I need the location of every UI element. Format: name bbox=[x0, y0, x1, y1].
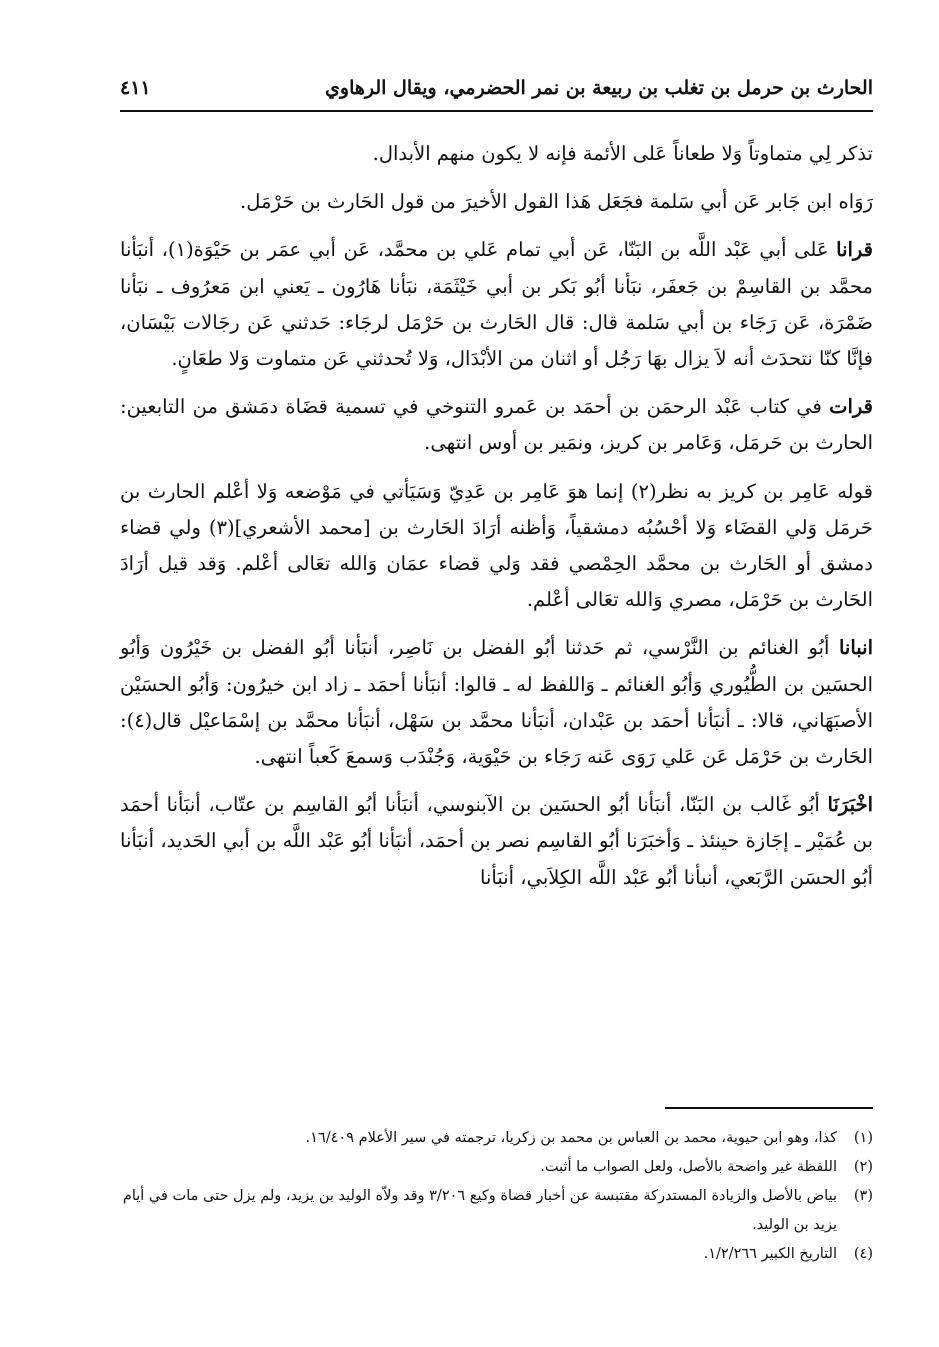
footnote-number: (٢) bbox=[853, 1159, 873, 1175]
footnote-number: (٤) bbox=[853, 1246, 873, 1262]
header-title: الحارث بن حرمل بن تغلب بن ربيعة بن نمر الحضرمي، ويقال الرهاوي bbox=[325, 77, 873, 99]
footnote bbox=[120, 1240, 873, 1269]
paragraph-text: أبُو الغنائم بن النَّرْسي، ثم حَدثنا أبُو الفضل بن نَاصِر، أنبَأنا أبُو الفضل بن خَيْرُون وَأبُو الحسَين بن الطُّيُوري وَأبُو الغنائم ـ وَاللفظ له ـ قالوا: أنبَأنا أحمَد ـ زاد ابن خيرُون: وَأبُو الحسَيْن الأصبَهَاني، قالا: ـ أنبَأنا أحمَد بن عَبْدان، أنبَأنا محمَّد بن سَهْل، أنبَأنا محمَّد بن إسْمَاعيْل قال(٤): الحَارث بن حَرْمَل عَن عَلي رَوَى عَنه رَجَاء بن حَيْوَية، وَجُنْدَب وَسمعَ كَعباً انتهى. bbox=[120, 636, 873, 769]
paragraph bbox=[120, 787, 873, 896]
paragraph-text: قوله عَامِر بن كريز به نظر(٢) إنما هوَ عَامِر بن عَدِيّ وَسَيَأتي في مَوْضعه وَلا أعْلم الحارث بن حَرمَل وَلي القضَاء وَلا أحْسُبُه دمشقياً، وَأظنه أرَادَ الحَارث بن [محمد الأشعري](٣) ولي قضاء دمشق أو الحَارث بن محمَّد الحِمْصي فقد وَلي قضاء عمَان وَالله تعَالى أعْلم. وَقد قيل أرَادَ الحَارث بن حَرْمَل، مصري وَالله تعَالى أعْلم. bbox=[120, 479, 873, 612]
page-number: ٤١١ bbox=[120, 77, 151, 99]
paragraph bbox=[120, 232, 873, 377]
paragraph-lead-word: قرانا bbox=[836, 238, 874, 262]
footnote-text: بياض بالأصل والزيادة المستدركة مقتبسة عن أخبار قضاة وكيع ٣/٢٠٦ وقد ولاّه الوليد بن يزيد، ولم يزل حتى مات في أيام يزيد بن الوليد. bbox=[122, 1188, 837, 1233]
paragraph-lead-word: انبانا bbox=[838, 636, 873, 660]
paragraph-lead-word: اخْبَرَنَا bbox=[827, 793, 874, 817]
footnote-text: كذا، وهو ابن حيوية، محمد بن العباس بن محمد بن زكريا، ترجمته في سير الأعلام ١٦/٤٠٩. bbox=[305, 1130, 837, 1146]
paragraph bbox=[120, 184, 873, 220]
footnote-number: (٣) bbox=[853, 1188, 873, 1204]
paragraph bbox=[120, 630, 873, 775]
main-text bbox=[120, 136, 873, 908]
paragraph-lead-word: قرات bbox=[829, 395, 873, 419]
footnote-rule bbox=[665, 1107, 873, 1109]
paragraph bbox=[120, 474, 873, 619]
footnote bbox=[120, 1124, 873, 1153]
paragraph-text: رَوَاه ابن جَابر عَن أبي سَلمة فجَعَل هَذا القول الأخيرَ من قول الحَارث بن حَرْمَل. bbox=[240, 190, 873, 214]
paragraph-text: عَلى أبي عَبْد اللَّه بن البَنّا، عَن أبي تمام عَلي بن محمَّد، عَن أبي عمَر بن حَيْوَة(١)، أنبَأنا محمَّد بن القاسِمْ بن جَعفَر، نبَأنا أبُو بَكر بن أبي خَيْثَمَة، نبَأنا هَارُون ـ يَعني ابن مَعرُوف ـ نبَأنا ضَمْرَة، عَن رَجَاء بن أبي سَلمة قال: قال الحَارث بن حَرْمَل لرجَاء: حَدثني عَن رجَالات بَيْسَان، فإنَّا كنّا نتحدَث أنه لاَ يزال بهَا رَجُل أو اثنان من الأبْدَال، وَلا تُحدثني عَن متماوت وَلا طعَانٍ. bbox=[120, 238, 873, 371]
paragraph bbox=[120, 389, 873, 461]
footnote-number: (١) bbox=[853, 1130, 873, 1146]
footnote bbox=[120, 1153, 873, 1182]
footnote-text: التاريخ الكبير ١/٢/٢٦٦. bbox=[703, 1246, 837, 1262]
paragraph-text: تذكر لِي متماوتاً وَلا طعاناً عَلى الأئمة فإنه لا يكون منهم الأبدال. bbox=[372, 142, 873, 165]
paragraph-text: أبُو غَالب بن البَنّا، أنبَأنا أبُو الحسَين بن الآبنوسي، أنبَأنا أبُو القاسِم بن عتّاب، أنبَأنا أحمَد بن عُمَيْر ـ إجَازة حينئذ ـ وَأخبَرَنا أبُو القاسِم نصر بن أحمَد، أنبَأنا أبُو عَبْد اللَّه بن أبي الحَديد، أنبَأنا أبُو الحسَن الرَّبَعي، أنبأنا أبُو عَبْد اللَّه الكِلاَبي، أنبَأنا bbox=[120, 793, 873, 889]
paragraph-text: في كتاب عَبْد الرحمَن بن أحمَد بن عَمرو التنوخي في تسمية قضَاة دمَشق من التابعين: الحارث بن حَرمَل، وَعَامر بن كريز، ونمَير بن أوس انتهى. bbox=[120, 395, 873, 455]
footnote bbox=[120, 1182, 873, 1240]
paragraph bbox=[120, 136, 873, 172]
header-rule bbox=[120, 110, 873, 112]
footnote-text: اللفظة غير واضحة بالأصل، ولعل الصواب ما أثبت. bbox=[540, 1159, 837, 1175]
footnotes bbox=[120, 1124, 873, 1269]
running-header bbox=[120, 70, 873, 106]
